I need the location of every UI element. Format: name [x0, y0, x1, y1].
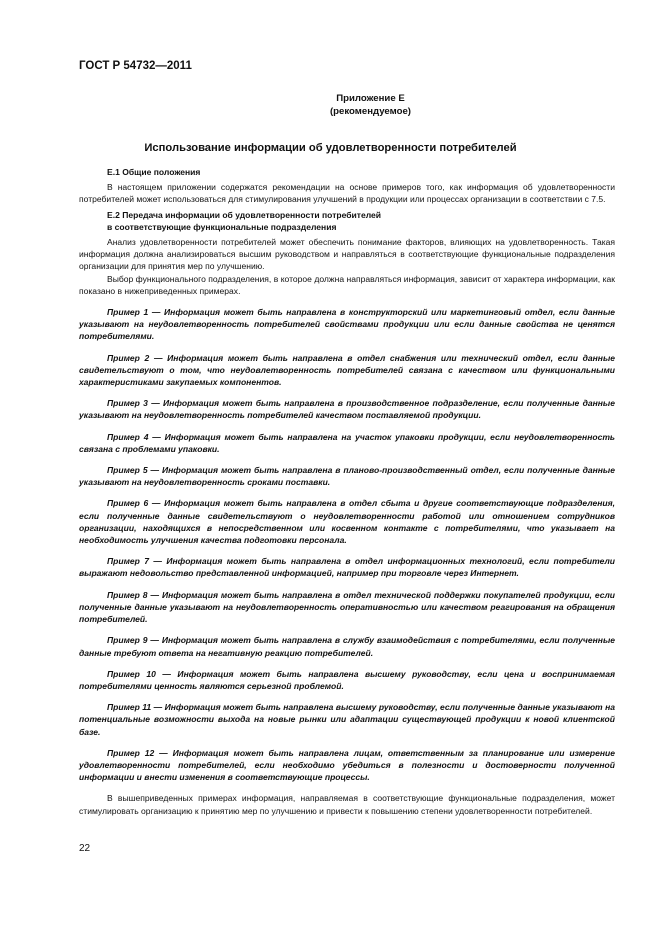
appendix-heading — [0, 92, 661, 118]
example-item: Пример 1 — Информация может быть направлена в конструкторский или маркетинговый отдел, если данные указывают на неудовлетворенность потребителей свойствами продукции или если данные свойства не ценятся потребителями. — [79, 307, 615, 342]
appendix-title: Приложение Е — [336, 93, 405, 104]
section-heading-e1: Е.1 Общие положения — [107, 167, 201, 177]
example-item: Пример 5 — Информация может быть направлена в планово-производственный отдел, если полученные данные указывают на неудовлетворенность сроками поставки. — [79, 465, 615, 488]
example-item: Пример 2 — Информация может быть направлена в отдел снабжения или технический отдел, если данные свидетельствуют о том, что неудовлетворенность потребителей связана с качеством или функциональными характеристиками закупаемых компонентов. — [79, 352, 615, 388]
page-number: 22 — [79, 843, 91, 854]
closing-paragraph: В вышеприведенных примерах информация, направляемая в соответствующие функциональные подразделения, может стимулировать организацию к принятию мер по улучшению и привести к повышению степени удовлетворенности потребителей. — [79, 793, 615, 816]
section-paragraph: В настоящем приложении содержатся рекомендации на основе примеров того, как информация об удовлетворенности потребителей может использоваться для стимулирования улучшений в продукции или процессах организации в соответствии с 7.5. — [79, 182, 615, 205]
example-item: Пример 6 — Информация может быть направлена в отдел сбыта и другие соответствующие подразделения, если полученные данные свидетельствуют о неудовлетворенности работой или отношением сотрудников организации, находящихся в непосредственном или косвенном контакте с потребителями, что указывает на необходимость улучшения качества подготовки персонала. — [79, 498, 615, 546]
section-paragraph: Анализ удовлетворенности потребителей может обеспечить понимание факторов, влияющих на удовлетворенность. Такая информация должна анализироваться высшим руководством и направляться в соответствующие функциональные подразделения организации для принятия мер по улучшению. — [79, 237, 615, 272]
section-heading-e2-line1: Е.2 Передача информации об удовлетворенности потребителей — [107, 209, 382, 220]
document-header: ГОСТ Р 54732—2011 — [79, 60, 192, 72]
document-body — [79, 166, 615, 817]
section-heading-e2-line2: в соответствующие функциональные подразделения — [107, 221, 337, 232]
example-item: Пример 10 — Информация может быть направлена высшему руководству, если цена и воспринимаемая потребителями ценность являются серьезной проблемой. — [79, 668, 615, 691]
example-item: Пример 12 — Информация может быть направлена лицам, ответственным за планирование или измерение удовлетворенности потребителей, если необходимо убедиться в полезности и достоверности полученной информации и внести изменения в соответствующие процессы. — [79, 747, 615, 783]
appendix-subtitle: (рекомендуемое) — [329, 106, 411, 117]
main-title: Использование информации об удовлетворенности потребителей — [144, 142, 517, 154]
example-item: Пример 7 — Информация может быть направлена в отдел информационных технологий, если потребители выражают недовольство представленной информацией, например при торговле через Интернет. — [79, 556, 615, 579]
example-item: Пример 9 — Информация может быть направлена в службу взаимодействия с потребителями, если полученные данные требуют ответа на негативную реакцию потребителей. — [79, 635, 615, 658]
section-paragraph: Выбор функционального подразделения, в которое должна направляться информация, зависит от характера информации, как показано в нижеприведенных примерах. — [79, 273, 615, 296]
example-item: Пример 8 — Информация может быть направлена в отдел технической поддержки покупателей продукции, если полученные данные указывают на неудовлетворенность оперативностью или качеством реагирования на обращения потребителей. — [79, 589, 615, 625]
example-item: Пример 3 — Информация может быть направлена в производственное подразделение, если полученные данные указывают на неудовлетворенность потребителей качеством поставляемой продукции. — [79, 398, 615, 421]
example-item: Пример 11 — Информация может быть направлена высшему руководству, если полученные данные указывают на потенциальные возможности выхода на новые рынки или адаптации существующей продукции к новой клиентской базе. — [79, 702, 615, 737]
example-item: Пример 4 — Информация может быть направлена на участок упаковки продукции, если неудовлетворенность связана с проблемами упаковки. — [79, 431, 615, 454]
